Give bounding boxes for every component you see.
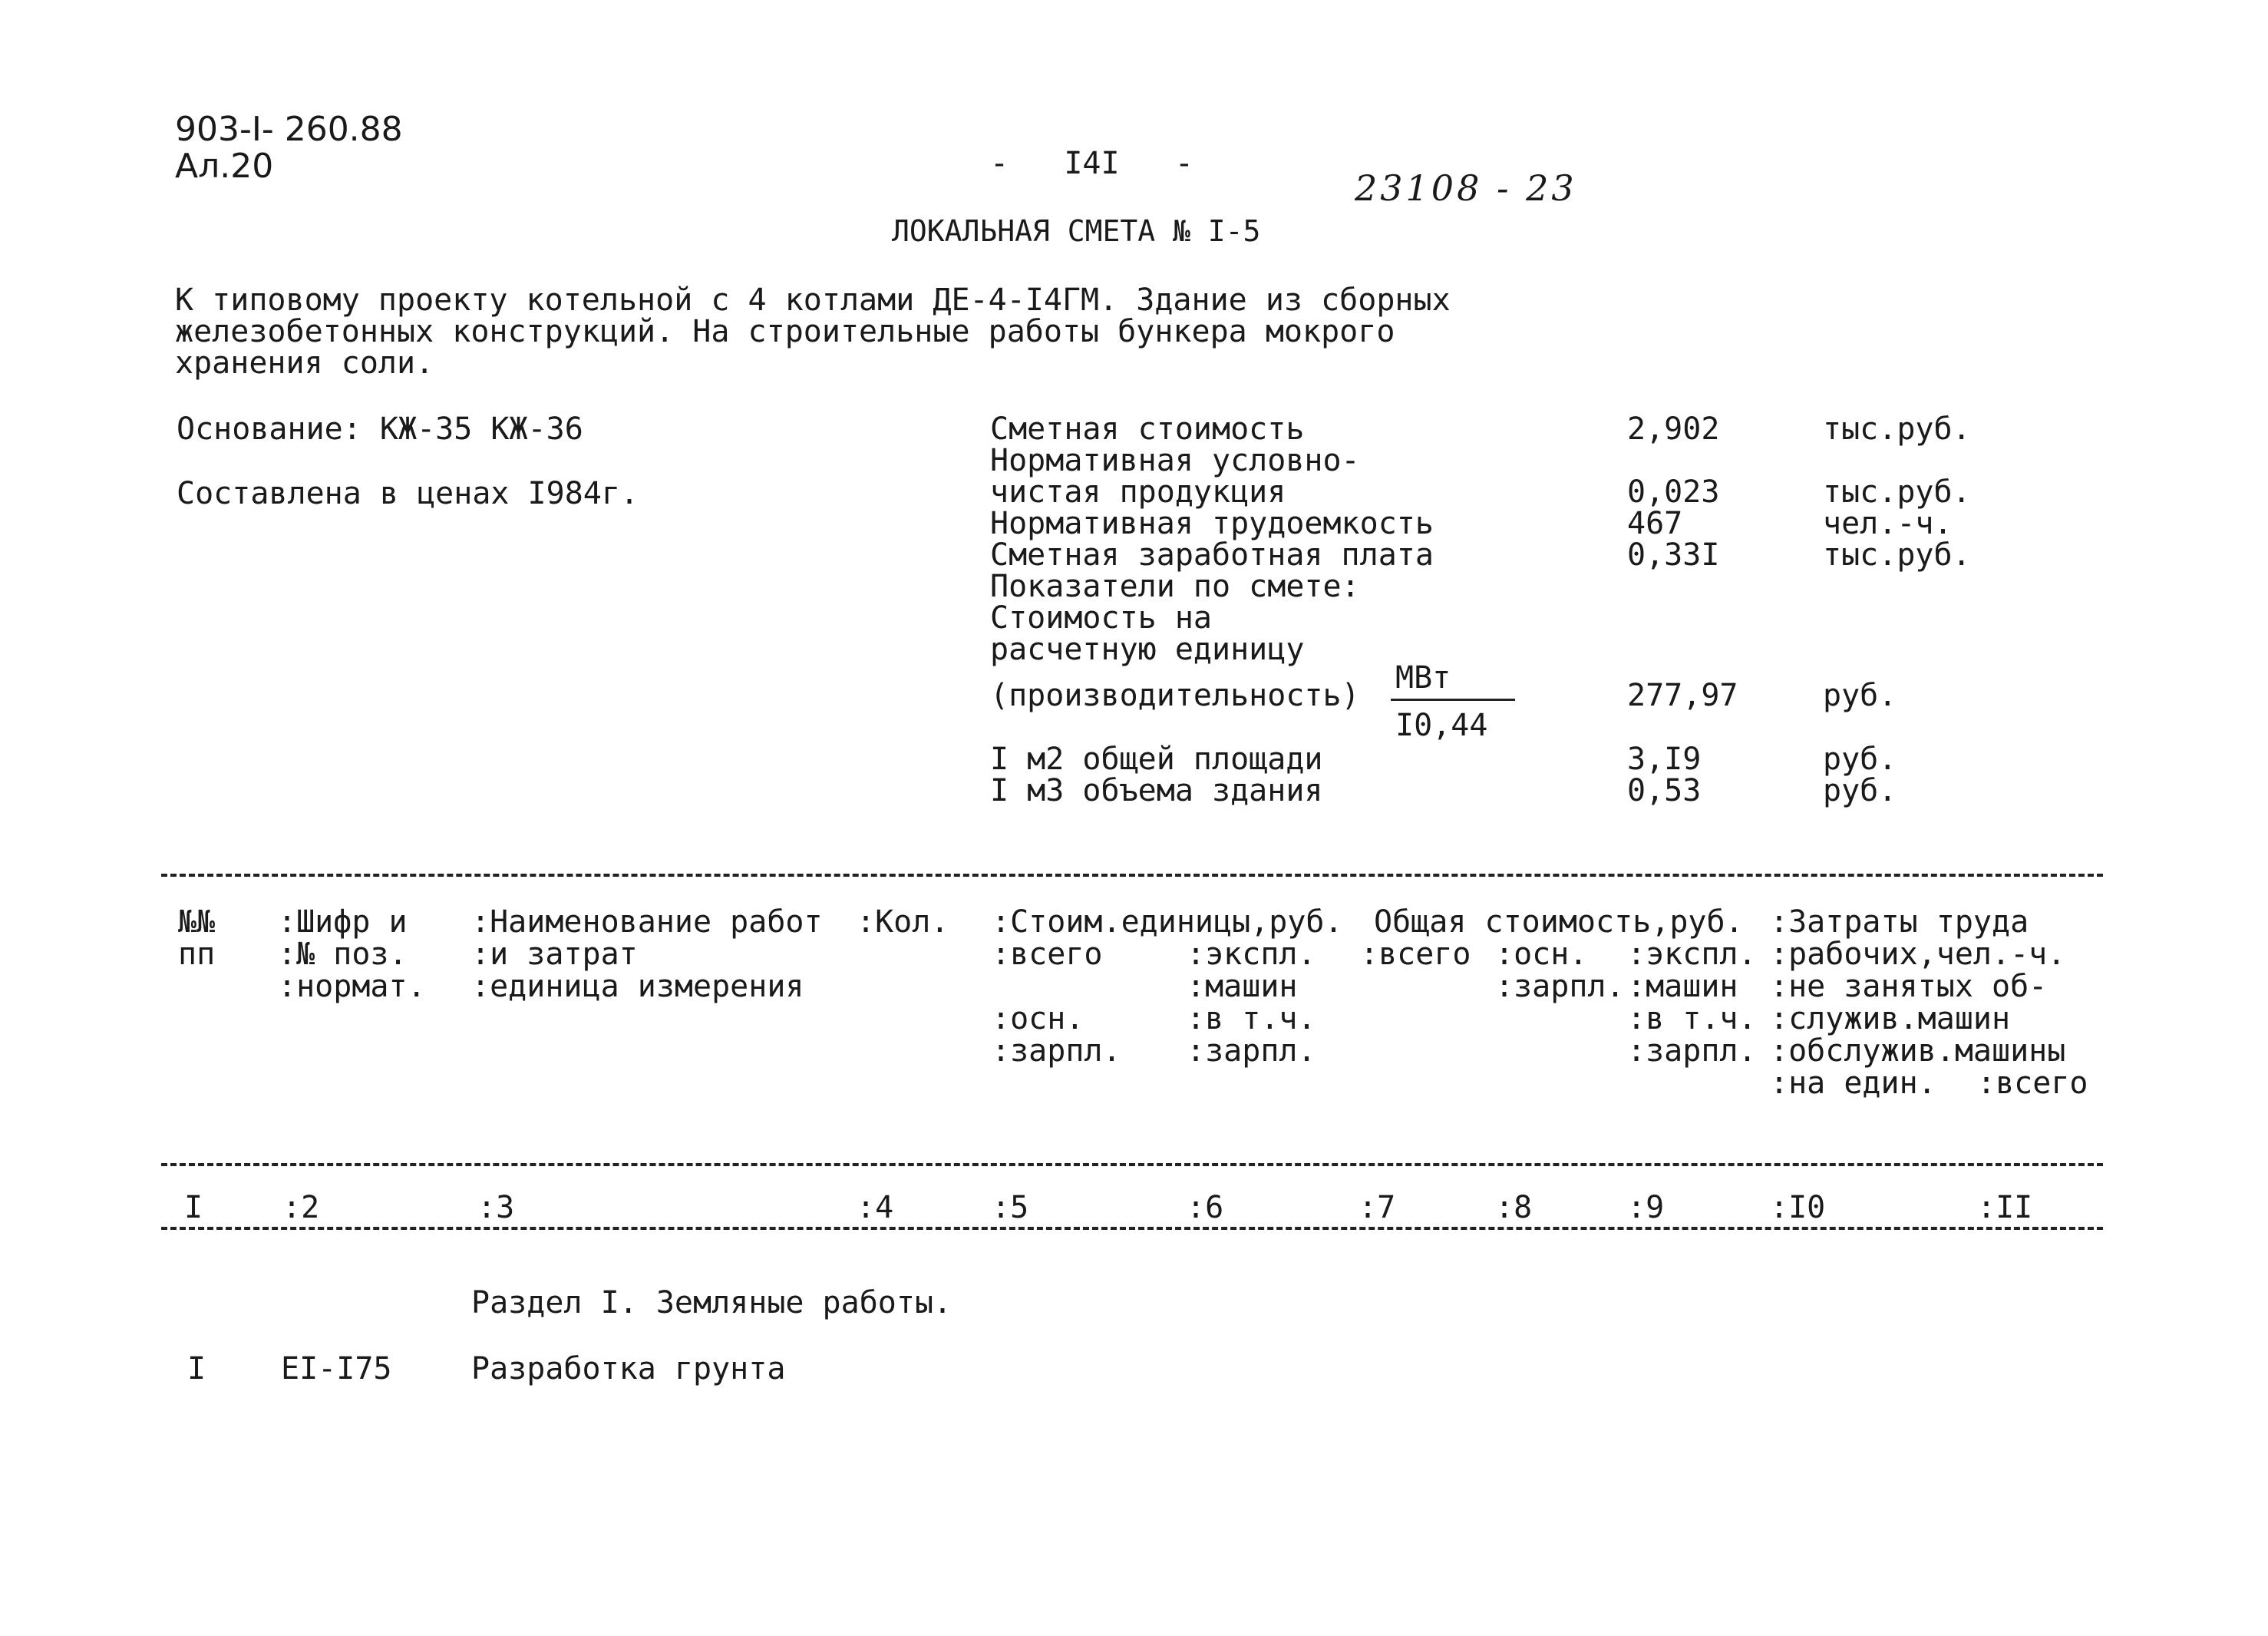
column-number: I [184,1190,203,1225]
indicator-value: 0,33I [1627,537,1720,573]
indicator-unit: тыс.руб. [1823,411,1971,447]
prices-line: Составлена в ценах I984г. [177,476,639,511]
col6-head: :зарпл. [1187,1033,1316,1069]
column-number: :8 [1495,1190,1533,1225]
col9-head: :в т.ч. [1627,1001,1757,1036]
col9-head: :зарпл. [1627,1033,1757,1069]
indicator-value: 2,902 [1627,411,1720,447]
col10-head: :рабочих,чел.-ч. [1770,937,2066,972]
col10-head: :на един. [1770,1066,1936,1101]
col2-head: :№ поз. [278,937,408,972]
col8-head: :осн. [1495,937,1588,972]
col2-head: :Шифр и [278,904,408,940]
indicator-value: 467 [1627,506,1683,541]
indicator-unit: тыс.руб. [1823,474,1971,510]
col1-head: пп [178,937,216,972]
col7-group-head: Общая стоимость,руб. [1374,904,1744,940]
indicator-label: Нормативная условно- [990,443,1360,478]
column-number: :3 [477,1190,515,1225]
column-number: :I0 [1770,1190,1826,1225]
col10-head: :Затраты труда [1770,904,2029,940]
inventory-stamp: 23108 - 23 [1355,167,1577,209]
volume-label: I м3 объема здания [990,773,1323,808]
col2-head: :нормат. [278,969,426,1004]
productivity-value: 277,97 [1627,678,1738,713]
description-line: К типовому проекту котельной с 4 котлами ДЕ-4-I4ГМ. Здание из сборных [175,283,1451,318]
table-top-rule [161,874,2103,877]
col5-head: :Стоим.единицы,руб. [992,904,1343,940]
col6-head: :в т.ч. [1187,1001,1316,1036]
column-number: :II [1977,1190,2033,1225]
description-line: хранения соли. [175,345,434,381]
col4-head: :Кол. [857,904,949,940]
col10-head: :не занятых об- [1770,969,2048,1004]
col3-head: :и затрат [471,937,638,972]
table-header-bottom-rule [161,1163,2103,1166]
col1-head: №№ [178,904,216,940]
column-number: :7 [1358,1190,1396,1225]
productivity-unit: руб. [1823,678,1897,713]
col3-head: :единица измерения [471,969,804,1004]
album-number: Ал.20 [175,147,274,186]
basis-line: Основание: КЖ-35 КЖ-36 [177,411,583,447]
indicator-label: расчетную единицу [990,632,1305,667]
col5-head: :осн. [992,1001,1084,1036]
productivity-label: (производительность) [990,678,1360,713]
indicator-label: Нормативная трудоемкость [990,506,1434,541]
row-number: I [187,1351,206,1386]
col9-head: :экспл. [1627,937,1757,972]
fraction-denominator: I0,44 [1395,708,1488,743]
row-name: Разработка грунта [471,1351,786,1386]
indicator-label: чистая продукция [990,474,1286,510]
indicator-label: Сметная заработная плата [990,537,1434,573]
indicator-label: Показатели по смете: [990,569,1360,604]
indicator-label: Стоимость на [990,600,1212,636]
description-line: железобетонных конструкций. На строительные работы бункера мокрого [175,314,1395,349]
column-number: :5 [992,1190,1029,1225]
page-number: - I4I - [990,146,1193,181]
col7-head: :всего [1360,937,1471,972]
indicator-unit: тыс.руб. [1823,537,1971,573]
column-number: :6 [1187,1190,1224,1225]
col8-head: :зарпл. [1495,969,1625,1004]
col9-head: :машин [1627,969,1738,1004]
fraction-bar [1391,699,1515,701]
volume-unit: руб. [1823,773,1897,808]
row-code: EI-I75 [281,1351,392,1386]
area-label: I м2 общей площади [990,742,1323,777]
col6-head: :экспл. [1187,937,1316,972]
col10-head: :обслужив.машины [1770,1033,2066,1069]
indicator-label: Сметная стоимость [990,411,1305,447]
column-number: :9 [1627,1190,1665,1225]
col6-head: :машин [1187,969,1298,1004]
column-number: :4 [857,1190,894,1225]
col5-head: :всего [992,937,1103,972]
column-number: :2 [282,1190,320,1225]
area-unit: руб. [1823,742,1897,777]
fraction-numerator: МВт [1395,660,1451,696]
col11-head: :всего [1977,1066,2088,1101]
col3-head: :Наименование работ [471,904,823,940]
section-title: Раздел I. Земляные работы. [471,1285,952,1320]
col10-head: :служив.машин [1770,1001,2011,1036]
indicator-unit: чел.-ч. [1823,506,1953,541]
document-title: ЛОКАЛЬНАЯ СМЕТА № I-5 [892,214,1261,248]
col5-head: :зарпл. [992,1033,1121,1069]
area-value: 3,I9 [1627,742,1702,777]
indicator-value: 0,023 [1627,474,1720,510]
volume-value: 0,53 [1627,773,1702,808]
document-code: 903-I- 260.88 [175,110,403,149]
column-number-rule [161,1227,2103,1230]
